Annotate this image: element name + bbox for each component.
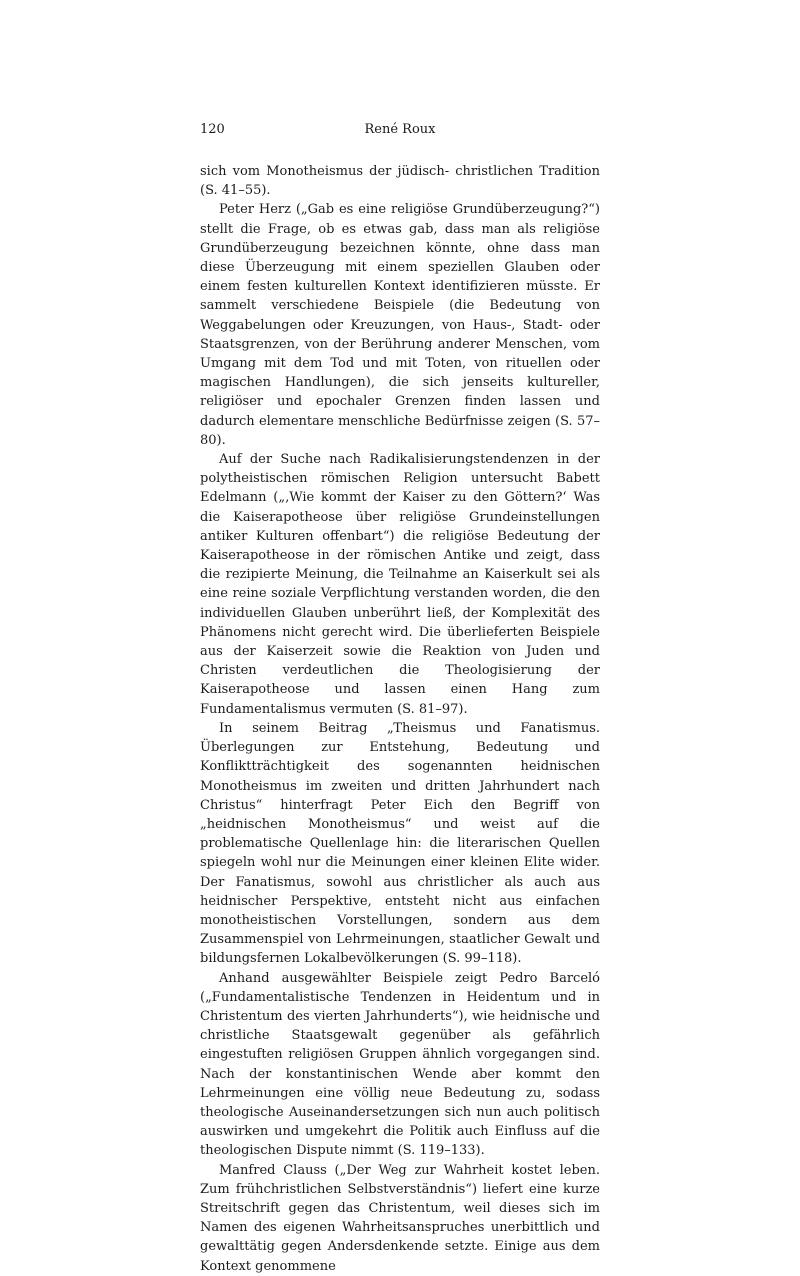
paragraph-herz: Peter Herz („Gab es eine religiöse Grundüberzeugung?“) stellt die Frage, ob es etwas gab, dass man als religiöse Grundüberzeugung bezeichnen könnte, ohne dass man diese Überzeugung mit einem speziellen Glauben oder einem festen kulturellen Kontext identifizieren müsste. Er sammelt verschiedene Beispiele (die Bedeutung von Weggabelungen oder Kreuzungen, von Haus-, Stadt- oder Staatsgrenzen, von der Berührung anderer Menschen, vom Umgang mit dem Tod und mit Toten, von rituellen oder magischen Handlungen), die sich jenseits kultureller, religiöser und epochaler Grenzen finden lassen und dadurch elementare menschliche Bedürfnisse zeigen (S. 57–80). xyxy=(200,202,600,448)
running-title-author: René Roux xyxy=(364,122,436,137)
paragraph-eich: In seinem Beitrag „Theismus und Fanatismus. Überlegungen zur Entstehung, Bedeutung und Konfliktträchtigkeit des sogenannten heidnischen Monotheismus im zweiten und dritten Jahrhundert nach Christus“ hinterfragt Peter Eich den Begriff von „heidnischen Monotheismus“ und weist auf die problematische Quellenlage hin: die literarischen Quellen spiegeln wohl nur die Meinungen einer kleinen Elite wider. Der Fanatismus, sowohl aus christlicher als auch aus heidnischer Perspektive, entsteht nicht aus einfachen monotheistischen Vorstellungen, sondern aus dem Zusammenspiel von Lehrmeinungen, staatlicher Gewalt und bildungsfernen Lokalbevölkerungen (S. 99–118). xyxy=(200,720,600,967)
page-number: 120 xyxy=(200,122,225,137)
paragraph-continuation: sich vom Monotheismus der jüdisch- christlichen Tradition (S. 41–55). xyxy=(200,164,600,199)
paragraph-edelmann: Auf der Suche nach Radikalisierungstendenzen in der polytheistischen römischen Religion untersucht Babett Edelmann („‚Wie kommt der Kaiser zu den Göttern?‘ Was die Kaiserapotheose über religiöse Grundeinstellungen antiker Kulturen offenbart“) die religiöse Bedeutung der Kaiserapotheose in der römischen Antike und zeigt, dass die rezipierte Meinung, die Teilnahme an Kaiserkult sei als eine reine soziale Verpflichtung verstanden worden, die den individuellen Glauben unberührt ließ, der Komplexität des Phänomens nicht gerecht wird. Die überlieferten Beispiele aus der Kaiserzeit sowie die Reaktion von Juden und Christen verdeutlichen die Theologisierung der Kaiserapotheose und lassen einen Hang zum Fundamentalismus vermuten (S. 81–97). xyxy=(200,452,600,717)
paragraph-clauss: Manfred Clauss („Der Weg zur Wahrheit kostet leben. Zum frühchristlichen Selbstverständnis“) liefert eine kurze Streitschrift gegen das Christentum, weil dieses sich im Namen des eigenen Wahrheitsanspruches unerbittlich und gewalttätig gegen Andersdenkende setzte. Einige aus dem Kontext genommene xyxy=(200,1162,600,1274)
running-head xyxy=(200,120,600,140)
page xyxy=(200,120,600,1276)
body-text xyxy=(200,162,600,1276)
paragraph-barcelo: Anhand ausgewählter Beispiele zeigt Pedro Barceló („Fundamentalistische Tendenzen in Heidentum und in Christentum des vierten Jahrhunderts“), wie heidnische und christliche Staatsgewalt gegenüber als gefährlich eingestuften religiösen Gruppen ähnlich vorgegangen sind. Nach der konstantinischen Wende aber kommt den Lehrmeinungen eine völlig neue Bedeutung zu, sodass theologische Auseinandersetzungen sich nun auch politisch auswirken und umgekehrt die Politik auch Einfluss auf die theologischen Dispute nimmt (S. 119–133). xyxy=(200,970,600,1159)
